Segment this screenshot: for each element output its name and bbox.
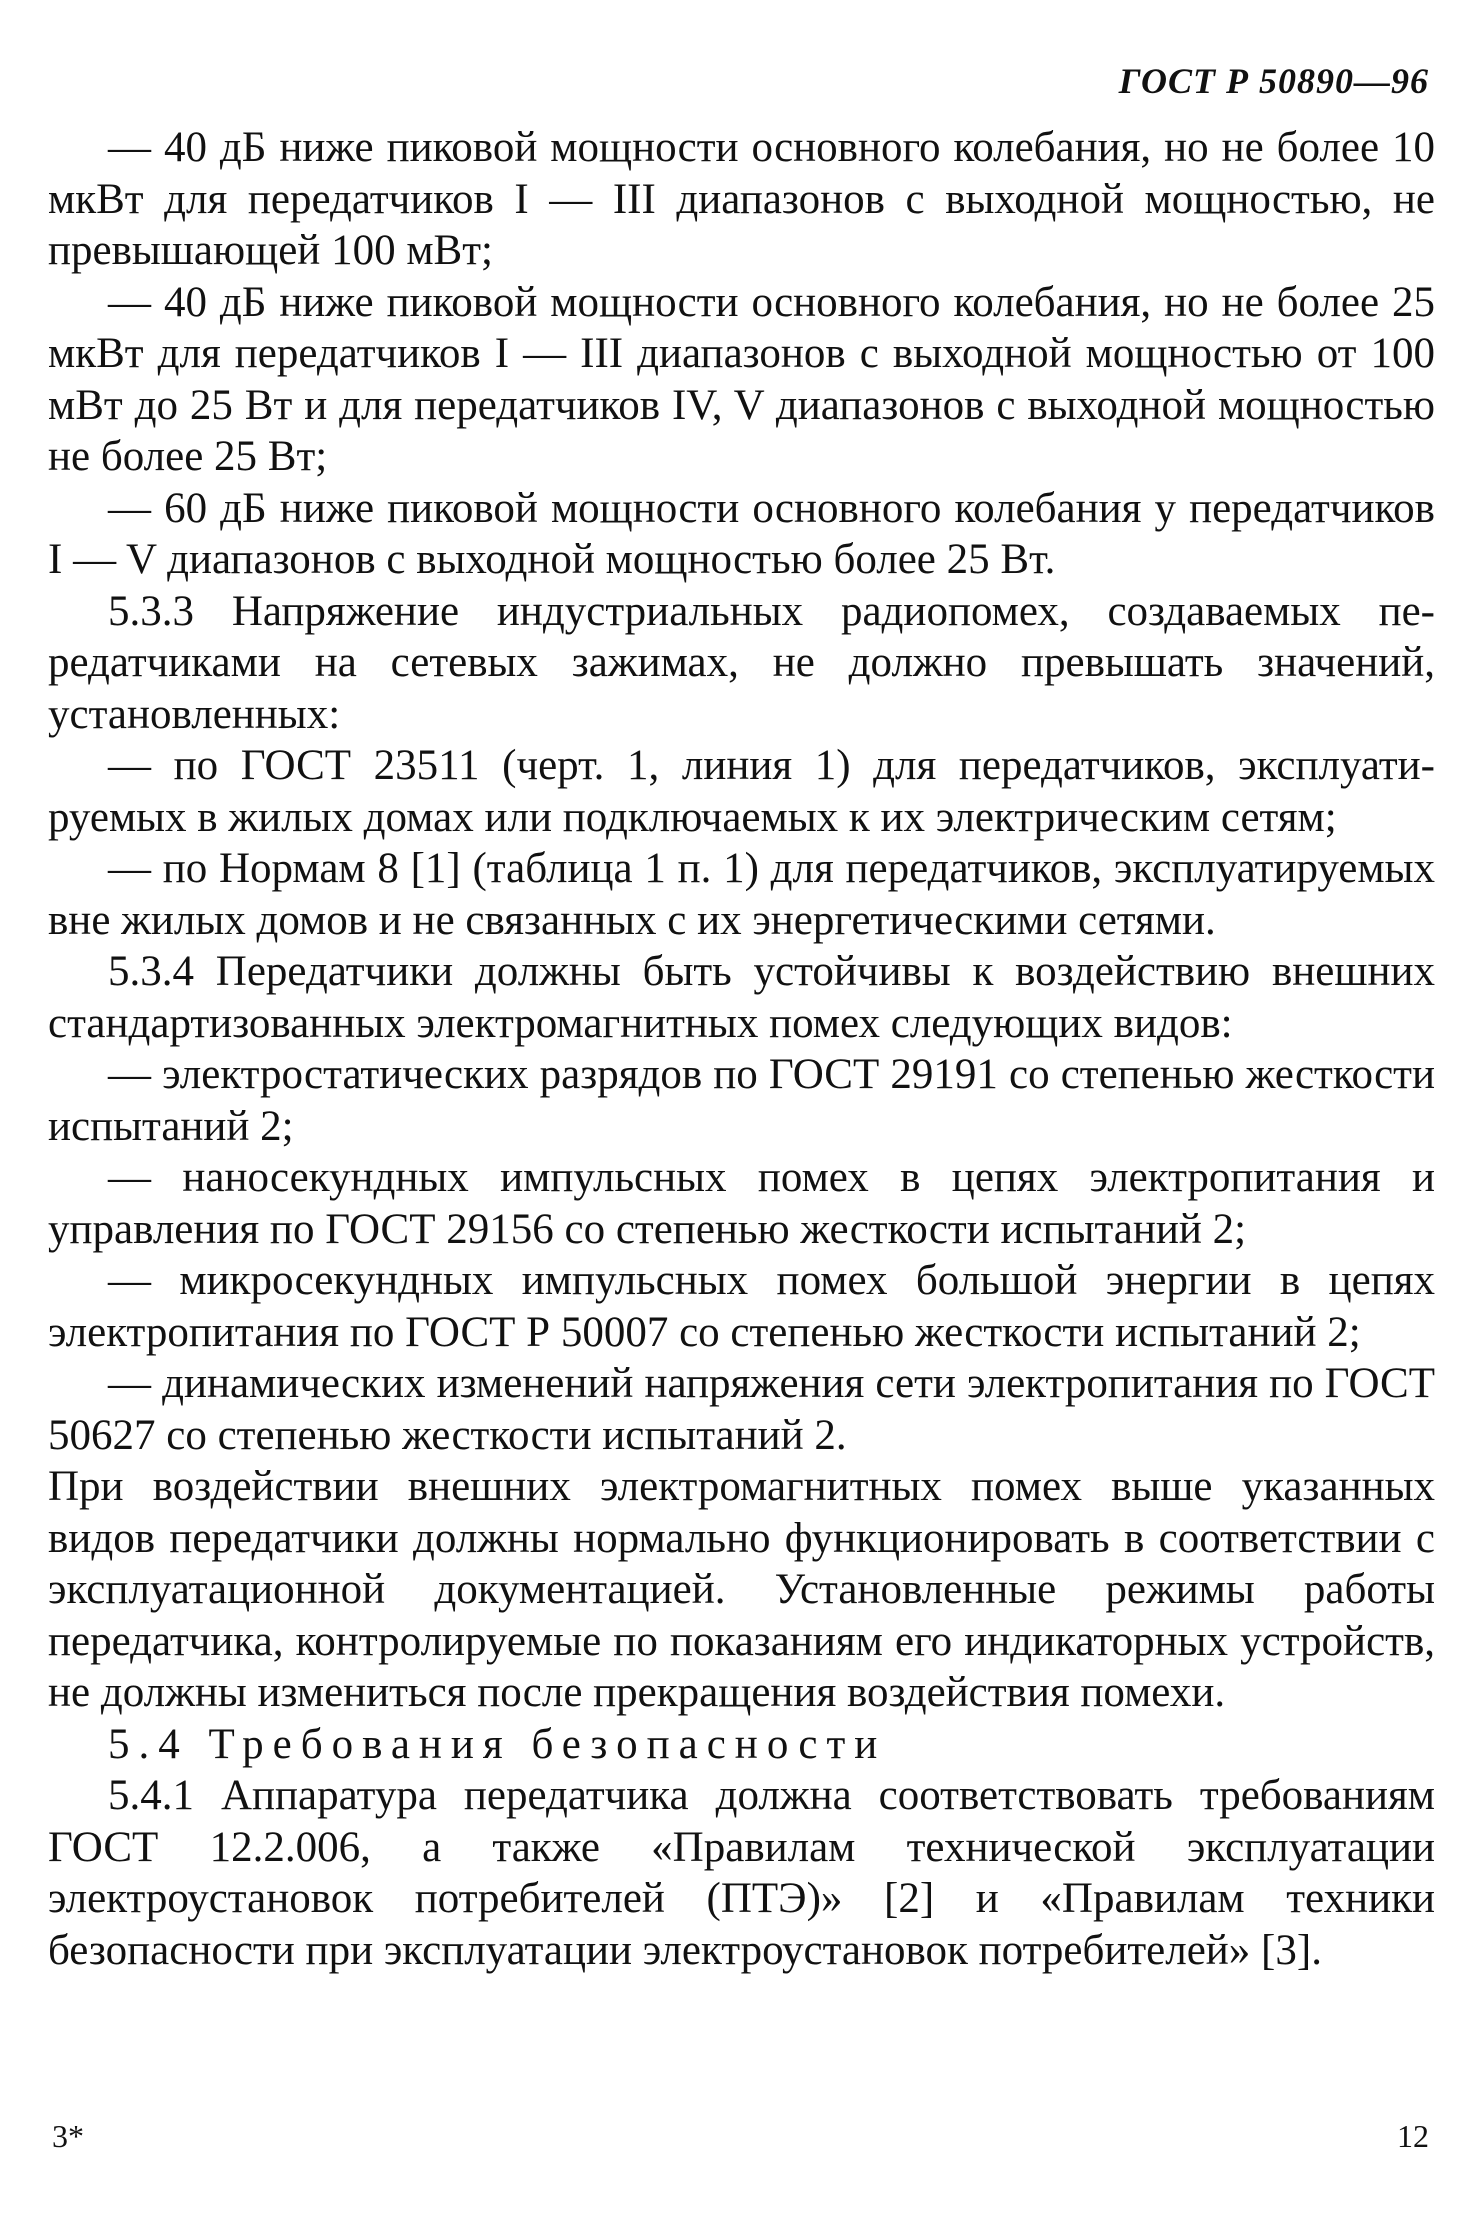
paragraph-limit-25uw: — 40 дБ ниже пиковой мощности основного колебания, но не более 25 мкВт для передатчиков I — III диапазонов с выходной мощностью от 100 мВт до 25 Вт и для передатчиков IV, V диапазонов с выходной мощностью не более 25 Вт; — [48, 278, 1435, 480]
section-heading-5-4: 5.4 Требования безопасности — [108, 1720, 887, 1768]
paragraph-limit-10uw: — 40 дБ ниже пиковой мощности основного колебания, но не более 10 мкВт для передатчиков I — III диапазонов с выходной мощностью, не превышающей 100 мВт; — [48, 124, 1435, 274]
paragraph-dynamic-voltage: — динамических изменений напряжения сети электропитания по ГОСТ 50627 со степенью жесткости испытаний 2. — [48, 1360, 1435, 1459]
page-header-standard-code: ГОСТ Р 50890—96 — [1118, 61, 1429, 101]
paragraph-5-3-3: 5.3.3 Напряжение индустриальных радиопомех, создаваемых передатчиками на сетевых зажимах, не должно превышать значений, установленных: — [48, 587, 1435, 738]
paragraph-gost-23511: — по ГОСТ 23511 (черт. 1, линия 1) для передатчиков, эксплуатируемых в жилых домах или подключаемых к их электрическим сетям; — [48, 742, 1435, 841]
paragraph-electrostatic: — электростатических разрядов по ГОСТ 29191 со степенью жесткости испытаний 2; — [48, 1051, 1435, 1150]
footer-signature-mark: 3* — [52, 2118, 84, 2154]
paragraph-norms-8: — по Нормам 8 [1] (таблица 1 п. 1) для передатчиков, эксплуатируемых вне жилых домов и не связанных с их энергетическими сетями. — [48, 845, 1435, 944]
paragraph-5-4-1: 5.4.1 Аппаратура передатчика должна соответствовать требованиям ГОСТ 12.2.006, а также «Правилам технической эксплуатации электроустановок потребителей (ПТЭ)» [2] и «Правилам техники безопасности при эксплуатации электроустановок потребителей» [3]. — [48, 1772, 1435, 1974]
document-body — [48, 122, 1435, 1976]
footer-page-number: 12 — [1397, 2118, 1429, 2154]
paragraph-interference-effects: При воздействии внешних электромагнитных помех выше указанных видов передатчики должны нормально функционировать в соответствии с эксплуатационной документацией. Установленные режимы работы передатчика, контролируемые по показаниям его индикаторных устройств, не должны измениться после прекращения воздействия помехи. — [48, 1463, 1435, 1716]
paragraph-limit-60db: — 60 дБ ниже пиковой мощности основного колебания у передатчиков I — V диапазонов с выходной мощностью более 25 Вт. — [48, 484, 1435, 583]
paragraph-microsecond: — микросекундных импульсных помех большой энергии в цепях электропитания по ГОСТ Р 50007 со степенью жесткости испытаний 2; — [48, 1257, 1435, 1356]
paragraph-nanosecond: — наносекундных импульсных помех в цепях электропитания и управления по ГОСТ 29156 со степенью жесткости испытаний 2; — [48, 1154, 1435, 1253]
paragraph-5-3-4: 5.3.4 Передатчики должны быть устойчивы к воздействию внешних стандартизованных электромагнитных помех следующих видов: — [48, 948, 1435, 1047]
